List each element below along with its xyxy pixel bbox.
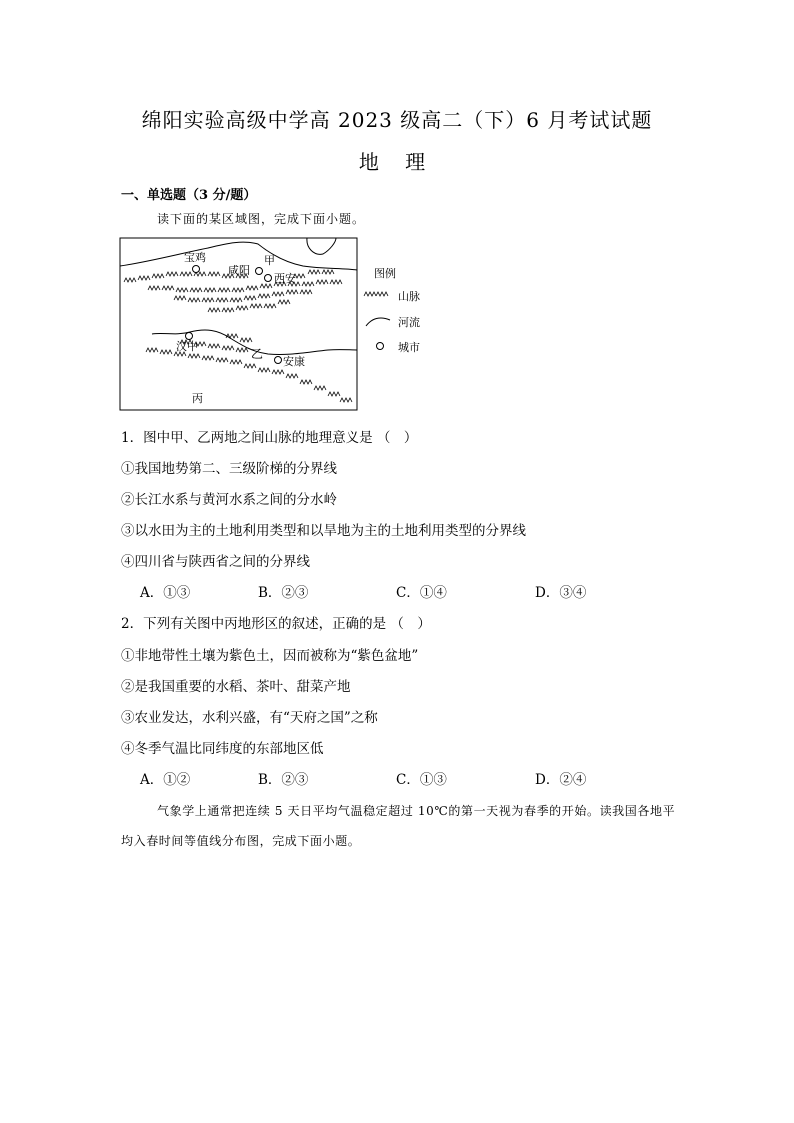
question-2-statement-1: ①非地带性土壤为紫色土，因而被称为“紫色盆地” bbox=[121, 648, 419, 664]
legend-title: 图例 bbox=[374, 267, 396, 280]
question-2-choice-d[interactable]: D．②④ bbox=[535, 772, 587, 788]
question-2-stem: 2．下列有关图中丙地形区的叙述，正确的是 （ ） bbox=[121, 616, 431, 632]
city-ankang-marker bbox=[275, 357, 282, 364]
legend-city-symbol bbox=[377, 343, 384, 350]
tributary-river bbox=[307, 238, 336, 254]
legend-river-symbol bbox=[366, 318, 390, 326]
question-1-choice-b[interactable]: B．②③ bbox=[258, 585, 309, 601]
question-2-choice-a[interactable]: A．①② bbox=[140, 772, 191, 788]
question-1-stem: 1．图中甲、乙两地之间山脉的地理意义是 （ ） bbox=[121, 430, 418, 446]
label-xian: 西安 bbox=[274, 272, 296, 285]
question-2-choice-b[interactable]: B．②③ bbox=[258, 772, 309, 788]
section-heading: 一、单选题（3 分/题） bbox=[121, 188, 257, 203]
regional-map bbox=[118, 234, 428, 414]
legend-city-label: 城市 bbox=[398, 341, 420, 354]
label-xianyang: 咸阳 bbox=[228, 264, 250, 277]
intro-text: 读下面的某区域图，完成下面小题。 bbox=[157, 212, 366, 226]
label-bing: 丙 bbox=[192, 392, 203, 405]
legend-mountain-label: 山脉 bbox=[398, 290, 420, 303]
map-legend bbox=[364, 266, 420, 354]
city-xian-marker bbox=[265, 275, 272, 282]
question-1-statement-4: ④四川省与陕西省之间的分界线 bbox=[121, 554, 310, 570]
label-jia: 甲 bbox=[264, 254, 275, 267]
question-2-statement-3: ③农业发达，水利兴盛，有“天府之国”之称 bbox=[121, 710, 378, 726]
question-1-choice-c[interactable]: C．①④ bbox=[396, 585, 447, 601]
question-2-statement-2: ②是我国重要的水稻、茶叶、甜菜产地 bbox=[121, 679, 351, 695]
question-2-statement-4: ④冬季气温比同纬度的东部地区低 bbox=[121, 741, 324, 757]
label-hanzhong: 汉中 bbox=[176, 340, 198, 353]
closing-paragraph: 气象学上通常把连续 5 天日平均气温稳定超过 10℃的第一天视为春季的开始。读我国各地平均入春时间等值线分布图，完成下面小题。 bbox=[121, 804, 676, 848]
subject-heading: 地 理 bbox=[358, 150, 436, 174]
city-xianyang-marker bbox=[256, 268, 263, 275]
question-1-statement-3: ③以水田为主的土地利用类型和以旱地为主的土地利用类型的分界线 bbox=[121, 523, 526, 539]
label-ankang: 安康 bbox=[283, 355, 305, 368]
page-title: 绵阳实验高级中学高 2023 级高二（下）6 月考试试题 bbox=[141, 108, 653, 132]
legend-river-label: 河流 bbox=[398, 316, 420, 329]
label-baoji: 宝鸡 bbox=[184, 251, 206, 264]
question-1-choice-d[interactable]: D．③④ bbox=[535, 585, 587, 601]
question-1-statement-1: ①我国地势第二、三级阶梯的分界线 bbox=[121, 461, 337, 477]
city-hanzhong-marker bbox=[186, 333, 193, 340]
question-1-statement-2: ②长江水系与黄河水系之间的分水岭 bbox=[121, 492, 337, 508]
city-baoji-marker bbox=[193, 266, 200, 273]
legend-mountain-symbol bbox=[364, 292, 388, 296]
label-yi: 乙 bbox=[251, 347, 264, 361]
question-2-choice-c[interactable]: C．①③ bbox=[396, 772, 447, 788]
question-1-choice-a[interactable]: A．①③ bbox=[140, 585, 191, 601]
